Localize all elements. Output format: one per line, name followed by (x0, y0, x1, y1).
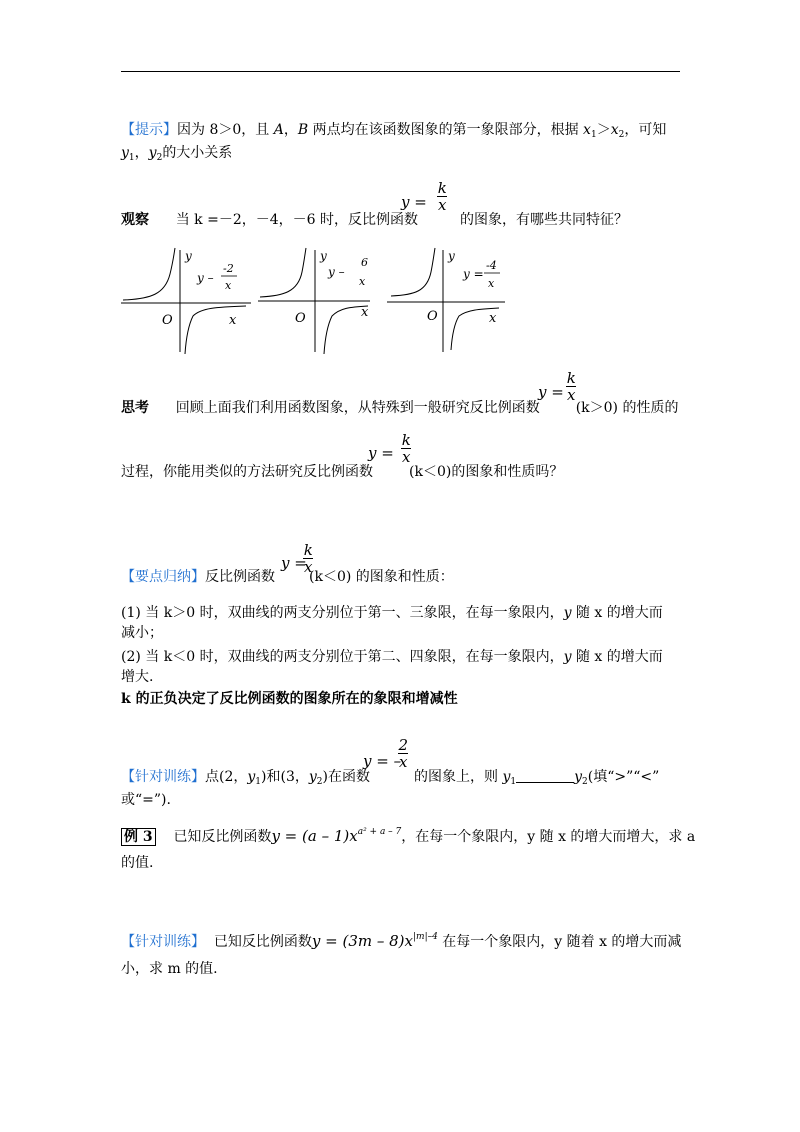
practice2-tag: 【针对训练】 (121, 934, 205, 950)
summary-tag: 【要点归纳】 (121, 569, 205, 585)
summary-line: 【要点归纳】反比例函数 (k＜0) 的图象和性质： (121, 569, 454, 585)
practice1-line-1: 【针对训练】点(2，$y_1$)和(3，$y_2$)在函数 的图象上，则 $y_1$ $y_2$(填“>”“<” (121, 769, 660, 787)
example3-formula: y = (a – 1)x (271, 827, 358, 845)
observe-tag: 观察 (121, 212, 149, 228)
answer-blank[interactable] (516, 769, 574, 783)
header-rule (121, 71, 680, 72)
summary-conclusion: k 的正负决定了反比例函数的图象所在的象限和增减性 (121, 691, 458, 707)
think-formula-2-fraction: $\frac{k}{x}$ (401, 431, 411, 466)
graph-3-eq: y = (463, 267, 484, 281)
hint-tag: 【提示】 (121, 122, 177, 138)
graph-k-neg2 (121, 244, 251, 354)
graph-1-y-label: y (185, 249, 192, 263)
example3-line-1: 例 3 已知反比例函数$y = (a - 1)x^{a^2 + a - 7}$，在每一个象限内，y 随 x 的增大而增大，求 a (121, 823, 695, 846)
example3-exponent: a² + a – 7 (357, 827, 402, 837)
practice2-line-1: 【针对训练】 已知反比例函数$y = (3m - 8)x^{|m|-4}$ 在每一个象限内，y 随着 x 的增大而减 (121, 932, 682, 950)
example3-tag: 例 3 (121, 828, 156, 846)
example3-line-2: 的值. (121, 855, 154, 871)
graph-2-y-label: y (320, 249, 327, 263)
observe-line: 观察 当 k =－2，－4，－6 时，反比例函数 的图象，有哪些共同特征？ (121, 212, 628, 228)
graph-2-den: x (359, 275, 366, 288)
graph-1-num: -2 (223, 262, 234, 275)
graph-k-neg6 (258, 244, 373, 354)
observe-formula-fraction: $\frac{k}{x}$ (437, 179, 447, 214)
think-tag: 思考 (121, 400, 149, 416)
think-formula-1-fraction: $\frac{k}{x}$ (566, 369, 576, 404)
graph-3-x-label: x (489, 311, 497, 326)
hint-line-2: $y_1$，$y_2$的大小关系 (121, 145, 233, 163)
graph-1-eq: y – (197, 271, 214, 285)
think-formula-2-lhs: y = (368, 444, 394, 462)
graph-1-x-label: x (229, 313, 237, 328)
summary-item-2: (2) 当 k＜0 时，双曲线的两支分别位于第二、四象限，在每一象限内，y 随 x 的增大而 (121, 649, 663, 665)
graph-3-y-label: y (448, 249, 455, 263)
observe-formula-lhs: y = (401, 193, 427, 211)
practice1-formula-fraction: $\frac{2}{x}$ (398, 736, 408, 771)
graph-3-origin: O (427, 309, 438, 324)
think-line-2: 过程，你能用类似的方法研究反比例函数 (k＜0)的图象和性质吗？ (121, 464, 564, 480)
practice2-line-2: 小，求 m 的值. (121, 961, 218, 977)
graph-k-neg4 (387, 244, 512, 354)
practice2-formula: y = (3m – 8)x (311, 932, 413, 950)
summary-item-1: (1) 当 k＞0 时，双曲线的两支分别位于第一、三象限，在每一象限内，y 随 x 的增大而 (121, 605, 663, 621)
graph-2-x-label: x (361, 305, 369, 320)
practice2-exponent: |m|–4 (413, 932, 438, 942)
summary-item-2-cont: 增大. (121, 669, 154, 685)
summary-formula-lhs: y = (281, 554, 307, 572)
graph-2-eq: y – (328, 265, 345, 279)
summary-formula-fraction: $\frac{k}{x}$ (303, 541, 313, 576)
hint-line-1: 【提示】因为 8＞0，且 A，B 两点均在该函数图象的第一象限部分，根据 $x_1>x_2$，可知 (121, 122, 667, 140)
practice1-formula-lhs: y = – (363, 752, 402, 770)
graph-1-origin: O (162, 313, 173, 328)
graph-2-origin: O (295, 311, 306, 326)
practice1-tag: 【针对训练】 (121, 769, 205, 785)
graph-2-num: 6 (361, 256, 368, 269)
summary-item-1-cont: 减小； (121, 625, 163, 641)
graph-3-den: x (488, 277, 495, 290)
graph-3-num: -4 (486, 259, 497, 272)
think-formula-1-lhs: y = (538, 383, 564, 401)
graph-1-den: x (225, 279, 232, 292)
practice1-line-2: 或“=”). (121, 792, 171, 808)
think-line-1: 思考 回顾上面我们利用函数图象，从特殊到一般研究反比例函数 (k＞0) 的性质的 (121, 400, 679, 416)
